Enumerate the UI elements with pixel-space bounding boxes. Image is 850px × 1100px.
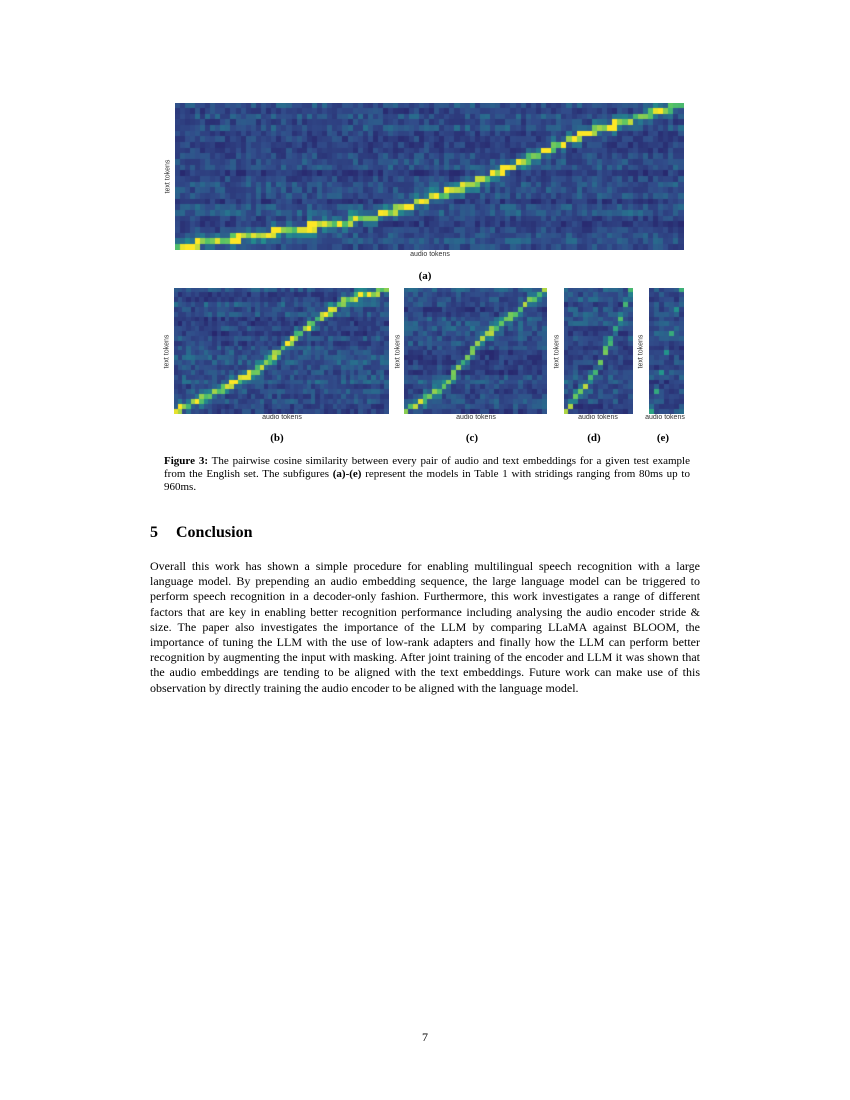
- heatmap-a: [175, 103, 684, 250]
- heatmap-c: [404, 288, 547, 414]
- xlabel-e: audio tokens: [645, 414, 685, 421]
- sublabel-c: (c): [465, 432, 479, 444]
- sublabel-d: (d): [587, 432, 601, 444]
- sublabel-b: (b): [270, 432, 284, 444]
- figure-caption: [164, 455, 690, 494]
- section-number: 5: [150, 524, 158, 541]
- sublabel-e: (e): [656, 432, 670, 444]
- sublabel-a: (a): [418, 270, 432, 282]
- ylabel-e: text tokens: [637, 334, 645, 369]
- page-number: 7: [422, 1030, 428, 1044]
- caption-text-2: represent the models in Table 1 with stridings ranging from 80ms up to 960ms.: [164, 468, 690, 493]
- heatmap-d: [564, 288, 633, 414]
- ylabel-d: text tokens: [553, 334, 561, 369]
- ylabel-c: text tokens: [394, 334, 402, 369]
- section-heading: [150, 524, 252, 542]
- heatmap-e: [649, 288, 684, 414]
- xlabel-b: audio tokens: [262, 414, 302, 421]
- section-title: Conclusion: [176, 524, 253, 541]
- xlabel-c: audio tokens: [456, 414, 496, 421]
- caption-prefix: Figure 3:: [164, 455, 208, 467]
- xlabel-a: audio tokens: [410, 251, 450, 258]
- heatmap-b: [174, 288, 389, 414]
- caption-text-1: The pairwise cosine similarity between every pair of audio and text embeddings for a given test example from the English set. The subfigures: [164, 455, 690, 480]
- conclusion-paragraph: Overall this work has shown a simple procedure for enabling multilingual speech recognition with a large language model. By prepending an audio embedding sequence, the large language model can be triggered to perform speech recognition in a decoder-only fashion. Furthermore, this work investigates a range of different factors that are key in enabling better recognition performance including analysing the audio encoder stride & size. The paper also investigates the importance of the LLM by comparing LLaMA against BLOOM, the importance of tuning the LLM with the use of low-rank adapters and finally how the LLM can perform better recognition by augmenting the input with masking. After joint training of the encoder and LLM it was shown that the audio embeddings are tending to be aligned with the text embeddings. Future work can make use of this observation by directly training the audio encoder to be aligned with the language model.: [150, 559, 700, 695]
- caption-bold-range: (a)-(e): [332, 468, 362, 480]
- ylabel-b: text tokens: [163, 334, 171, 369]
- xlabel-d: audio tokens: [578, 414, 618, 421]
- ylabel-a: text tokens: [164, 159, 172, 194]
